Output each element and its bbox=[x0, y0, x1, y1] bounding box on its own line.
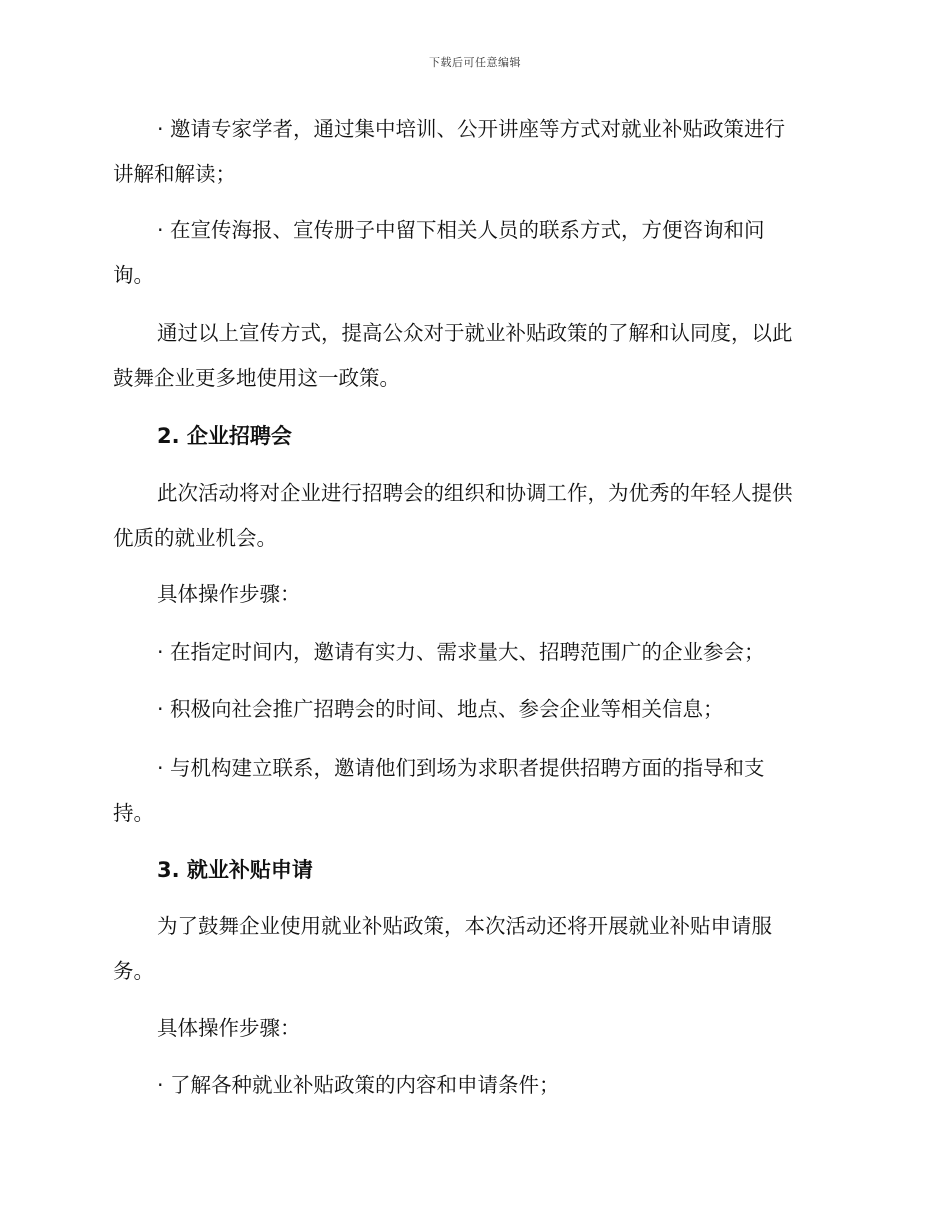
paragraph-line: 优质的就业机会。 bbox=[113, 526, 277, 550]
section-heading-subsidy-application: 3. 就业补贴申请 bbox=[157, 858, 313, 882]
paragraph-line: · 了解各种就业补贴政策的内容和申请条件； bbox=[157, 1073, 560, 1097]
paragraph-summary bbox=[113, 311, 833, 401]
paragraph-line: · 在宣传海报、宣传册子中留下相关人员的联系方式，方便咨询和问 bbox=[157, 218, 765, 242]
paragraph-subsidy-intro bbox=[113, 904, 833, 994]
paragraph-line: · 在指定时间内，邀请有实力、需求量大、招聘范围广的企业参会； bbox=[157, 640, 765, 664]
paragraph-line: · 邀请专家学者，通过集中培训、公开讲座等方式对就业补贴政策进行 bbox=[157, 117, 786, 141]
paragraph-line: 持。 bbox=[113, 801, 154, 825]
list-item-understand-policies bbox=[113, 1063, 833, 1108]
page-header-note: 下载后可任意编辑 bbox=[429, 56, 521, 69]
list-item-promote-fair bbox=[113, 687, 833, 732]
paragraph-invite-experts bbox=[113, 107, 833, 197]
paragraph-steps-label bbox=[113, 572, 833, 617]
paragraph-line: 为了鼓舞企业使用就业补贴政策，本次活动还将开展就业补贴申请服 bbox=[157, 914, 772, 938]
paragraph-line: · 与机构建立联系，邀请他们到场为求职者提供招聘方面的指导和支 bbox=[157, 756, 765, 780]
list-item-institutions bbox=[113, 746, 833, 836]
list-item-invite-companies bbox=[113, 630, 833, 675]
paragraph-job-fair-intro bbox=[113, 471, 833, 561]
paragraph-line: · 积极向社会推广招聘会的时间、地点、参会企业等相关信息； bbox=[157, 697, 724, 721]
paragraph-line: 具体操作步骤： bbox=[157, 1016, 301, 1040]
paragraph-line: 鼓舞企业更多地使用这一政策。 bbox=[113, 366, 400, 390]
paragraph-line: 讲解和解读； bbox=[113, 162, 236, 186]
paragraph-contact-info bbox=[113, 208, 833, 298]
section-heading-job-fair: 2. 企业招聘会 bbox=[157, 424, 292, 448]
paragraph-line: 具体操作步骤： bbox=[157, 582, 301, 606]
paragraph-line: 通过以上宣传方式，提高公众对于就业补贴政策的了解和认同度，以此 bbox=[157, 321, 793, 345]
paragraph-line: 询。 bbox=[113, 263, 154, 287]
paragraph-steps-label bbox=[113, 1006, 833, 1051]
paragraph-line: 务。 bbox=[113, 959, 154, 983]
paragraph-line: 此次活动将对企业进行招聘会的组织和协调工作，为优秀的年轻人提供 bbox=[157, 481, 793, 505]
